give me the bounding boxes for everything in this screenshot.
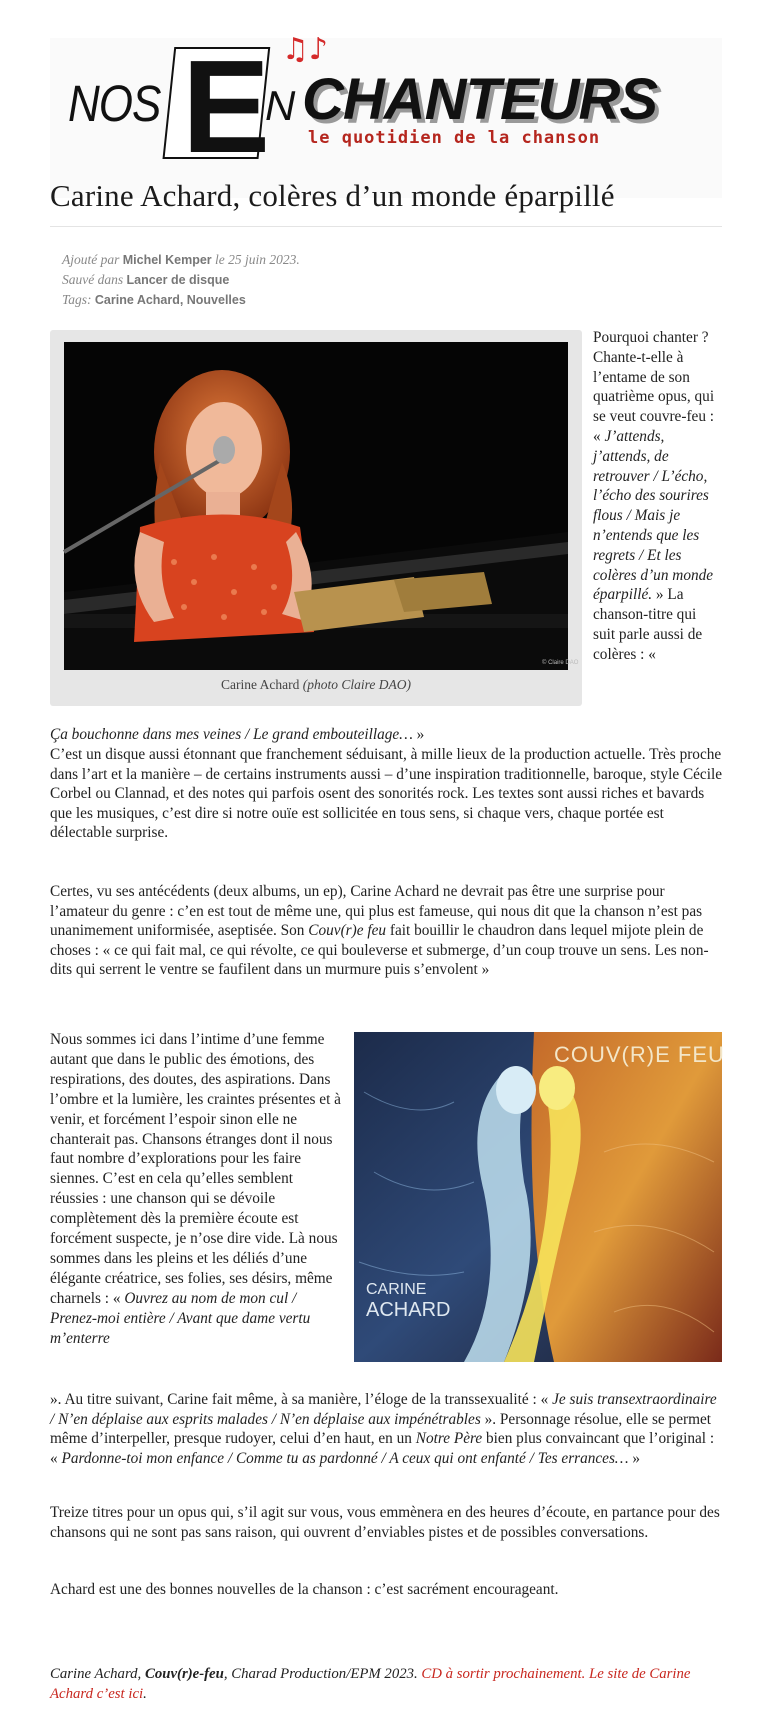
footer-album: Couv(r)e-feu xyxy=(144,1666,224,1682)
footer-end: . xyxy=(143,1685,147,1702)
paragraph-5: Treize titres pour un opus qui, s’il agit sur vous, vous emmènera en des heures d’écoute, en partance pour des chansons qui ne sont pas sans raison, qui ouvrent d’enviables pistes et de possibles conversations. xyxy=(50,1504,720,1541)
intro-text-1: Pourquoi chanter ? Chante-t-elle à l’entame de son quatrième opus, qui se veut couvre-feu : « xyxy=(593,329,715,445)
tag-link-carine-achard[interactable]: Carine Achard xyxy=(94,293,180,307)
singer-photo[interactable] xyxy=(64,342,579,670)
intro-side-text xyxy=(593,328,717,665)
logo-nos: NOS xyxy=(68,76,161,133)
article-meta xyxy=(62,250,300,310)
figure-photo-singer xyxy=(50,330,582,706)
cover-artist-2: ACHARD xyxy=(366,1299,451,1321)
author-link[interactable]: Michel Kemper xyxy=(122,253,212,267)
intro-text-2: » La chanson-titre qui suit parle aussi de colères : « xyxy=(593,586,703,663)
caption-credit: (photo Claire DAO) xyxy=(302,677,411,692)
article-footer-credits xyxy=(50,1665,722,1704)
intro-continuation xyxy=(50,725,722,745)
intro-text-3: » xyxy=(412,726,425,743)
figure-caption xyxy=(50,677,582,693)
category-link[interactable]: Lancer de disque xyxy=(126,273,230,287)
article-title: Carine Achard, colères d’un monde éparpillé xyxy=(50,178,615,213)
logo-big-e xyxy=(176,33,276,180)
music-notes-icon: ♫♪ xyxy=(282,32,329,67)
page xyxy=(50,0,725,1702)
photo-watermark: © Claire DAO xyxy=(542,660,579,666)
caption-name: Carine Achard xyxy=(221,677,300,692)
site-tagline: le quotidien de la chanson xyxy=(308,128,601,148)
para4-quote-2: Je suis transextraordinaire / N’en déplaise aux esprits malades / N’en déplaise aux impénétrables xyxy=(50,1391,717,1428)
title-divider xyxy=(50,226,722,227)
intro-quote-2: Ça bouchonne dans mes veines / Le grand embouteillage… xyxy=(50,726,413,743)
artist-site-link[interactable]: c’est ici xyxy=(96,1685,144,1702)
paragraph-2: C’est un disque aussi étonnant que franchement séduisant, à mille lieux de la production actuelle. Très proche dans l’art et la manière – de certains instruments aussi – d’une inspiration traditionnelle, baroque, style Cécile Corbel ou Clannad, et des notes qui parfois osent des sonorités rock. Les textes sont aussi riches et bavards que les musiques, c’est dire si notre ouïe est sollicitée en tous sens, si chaque vers, chaque portée est délectable surprise. xyxy=(50,746,723,842)
paragraph-3 xyxy=(50,882,722,980)
post-date: le 25 juin 2023. xyxy=(215,252,300,267)
added-by-label: Ajouté par xyxy=(62,252,120,267)
footer-artist: Carine Achard, xyxy=(50,1666,145,1682)
intro-quote-1: J’attends, j’attends, de retrouver / L’écho, l’écho des sourires flous / Mais je n’entends que les regrets / Et les colères d’un monde éparpillé. xyxy=(593,427,714,604)
para4-text-d: bien plus convaincant que l’original : « xyxy=(50,1430,715,1467)
album-cover[interactable] xyxy=(354,1032,725,1362)
tag-separator: , xyxy=(179,293,184,307)
para4-text-c: ». Personnage résolue, elle se permet même d’interpeller, presque rudoyer, celui d’en haut, en un xyxy=(50,1410,712,1448)
tags-label: Tags: xyxy=(62,292,92,307)
para3-album: Couv(r)e feu xyxy=(308,922,387,940)
singer-illustration xyxy=(64,342,579,670)
saved-in-label: Sauvé dans xyxy=(62,272,124,287)
cover-title: COUV(R)E FEU xyxy=(554,1042,725,1067)
footer-label: , Charad Production/EPM 2023. xyxy=(223,1666,422,1682)
logo-n: N xyxy=(265,82,296,129)
logo-e-letter: E xyxy=(182,33,271,180)
para4-quote-4: Pardonne-toi mon enfance / Comme tu as pardonné / A ceux qui ont enfanté / Tes errances… xyxy=(61,1449,629,1467)
album-cover-art xyxy=(354,1032,725,1362)
paragraph-6: Achard est une des bonnes nouvelles de la chanson : c’est sacrément encourageant. xyxy=(50,1581,559,1598)
logo-chanteurs: CHANTEURS xyxy=(302,67,658,132)
paragraph-4-cont xyxy=(50,1390,722,1468)
tag-link-nouvelles[interactable]: Nouvelles xyxy=(186,293,246,307)
para4-text-e: » xyxy=(628,1449,641,1467)
para4-text-a: Nous sommes ici dans l’intime d’une femme autant que dans le public des émotions, des respirations, des doutes, des aspirations. Dans l’ombre et la lumière, les craintes présentes et à venir, et forcément l’espoir sinon elle ne chanterait pas. Chansons étranges dont il nous faut nombre d’explorations pour les faire siennes. C’est en cela qu’elles semblent réussies : une chanson qui se dévoile complètement dès la première écoute est forcément suspecte, je n’ose dire vide. Là nous sommes dans les pleins et les déliés d’une élégante créatrice, ses folies, ses désirs, même charnels : « xyxy=(50,1031,341,1307)
para4-quote-1: Ouvrez au nom de mon cul / Prenez-moi entière / Avant que dame vertu m’enterre xyxy=(50,1289,311,1347)
para4-notre-pere: Notre Père xyxy=(415,1430,483,1448)
footer-release-text: CD à sortir prochainement. Le site de Carine Achard xyxy=(50,1666,691,1702)
site-header[interactable] xyxy=(50,32,722,198)
para4-text-b: ». Au titre suivant, Carine fait même, à sa manière, l’éloge de la transsexualité : « xyxy=(50,1391,553,1408)
para3-text-b: fait bouillir le chaudron dans lequel mijote plein de choses : « ce qui fait mal, ce qui révolte, ce qui bouleverse et submerge, d’un coup trouve un sens. Les non-dits qui serrent le ventre se faufilent dans un murmure puis s’envolent » xyxy=(50,922,709,979)
paragraph-4-wrap xyxy=(50,1030,344,1349)
cover-artist-1: CARINE xyxy=(366,1281,427,1298)
para3-text-a: Certes, vu ses antécédents (deux albums, un ep), Carine Achard ne devrait pas être une surprise pour l’amateur du genre : c’en est tout de même une, qui plus est fameuse, qui nous dit que la chanson n’est pas unanimement uniformisée, aseptisée. Son xyxy=(50,883,703,940)
